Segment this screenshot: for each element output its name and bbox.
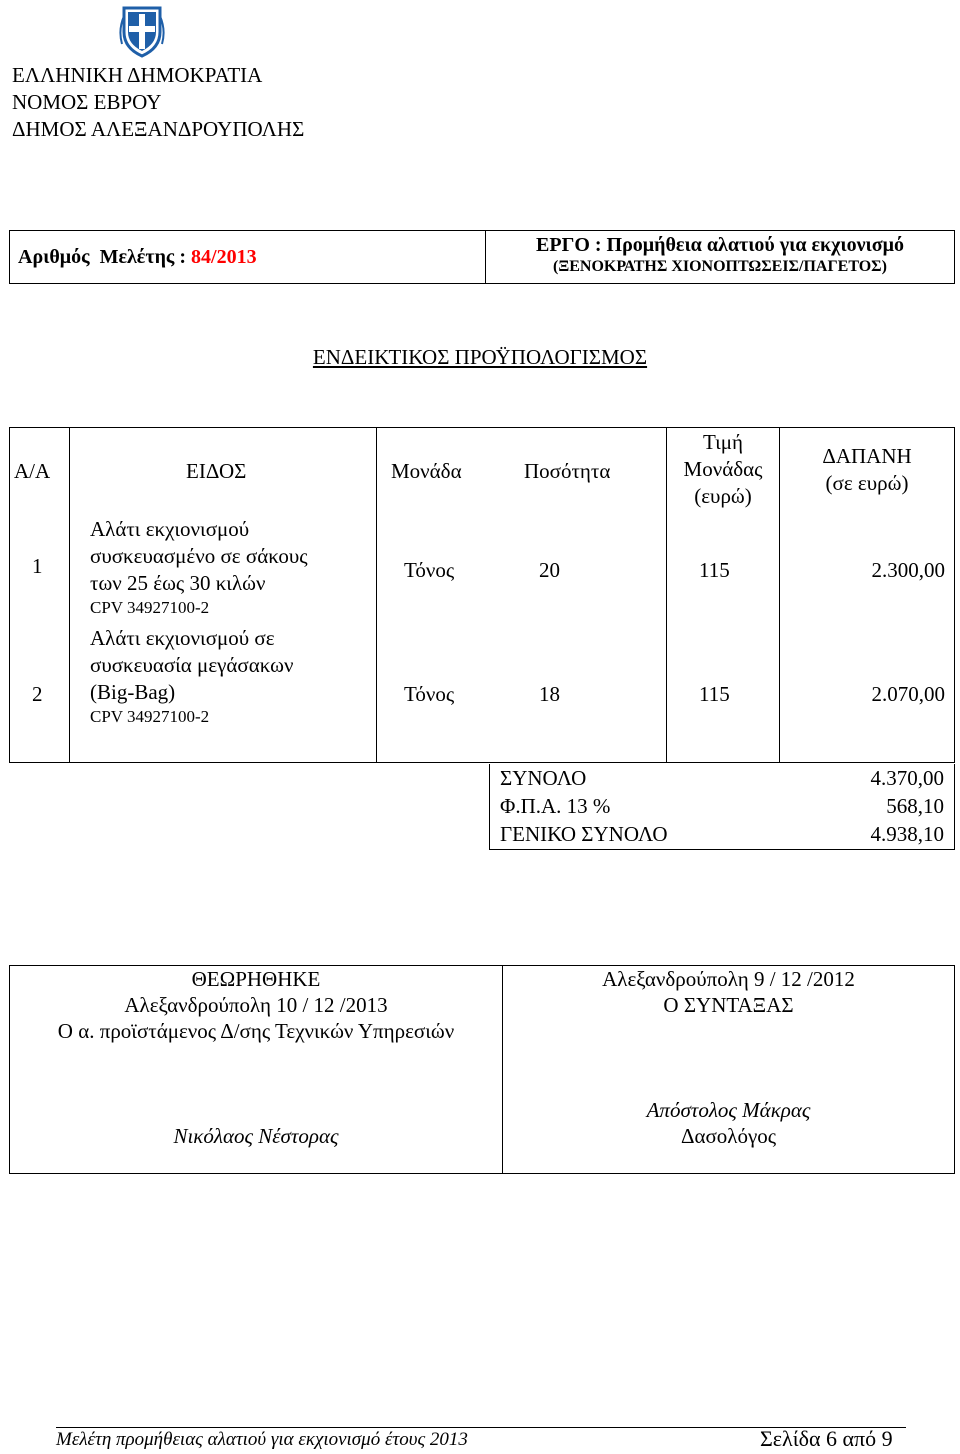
author-title: Δασολόγος: [680, 1124, 777, 1148]
signature-box: [9, 965, 955, 1174]
row-2-aa: 2: [32, 682, 43, 706]
row-2-description: Αλάτι εκχιονισμού σε συσκευασία μεγάσακων (Big-Bag) CPV 34927100-2: [90, 626, 294, 726]
author-date: Αλεξανδρούπολη 9 / 12 /2012: [602, 967, 855, 991]
row-2-unit: Τόνος: [404, 682, 455, 706]
total-value: 4.370,00: [870, 766, 944, 790]
header-municipality: ΔΗΜΟΣ ΑΛΕΞΑΝΔΡΟΥΠΟΛΗΣ: [12, 117, 305, 141]
study-number-label: Αριθμός Μελέτης :: [18, 245, 192, 268]
column-header-quantity: Ποσότητα: [524, 459, 611, 483]
greek-coat-of-arms-icon: [118, 4, 166, 58]
approval-signature: [10, 966, 503, 1173]
footer-document-name: Μελέτη προμήθειας αλατιού για εκχιονισμό έτους 2013: [56, 1429, 468, 1450]
study-number-cell: [10, 231, 486, 283]
author-heading: Ο ΣΥΝΤΑΞΑΣ: [663, 993, 794, 1017]
approver-name: Νικόλαος Νέστορας: [173, 1124, 339, 1148]
column-header-aa: Α/Α: [14, 459, 51, 483]
row-2-unit-price: 115: [699, 682, 730, 706]
grand-total-label: ΓΕΝΙΚΟ ΣΥΝΟΛΟ: [500, 822, 668, 846]
project-cell: [486, 231, 954, 283]
approval-role: Ο α. προϊστάμενος Δ/σης Τεχνικών Υπηρεσιών: [57, 1019, 455, 1043]
study-number: 84/2013: [191, 245, 257, 268]
totals-box: [489, 764, 955, 850]
column-header-item: ΕΙΔΟΣ: [186, 459, 247, 483]
row-1-unit: Τόνος: [404, 558, 455, 582]
vat-row: [500, 792, 944, 820]
table-divider: [69, 428, 70, 762]
column-header-price: Τιμή Μονάδας (ευρώ): [683, 430, 763, 508]
row-2-cpv: CPV 34927100-2: [90, 707, 210, 726]
total-row: [500, 764, 944, 792]
vat-value: 568,10: [886, 794, 944, 818]
page-title: ΕΝΔΕΙΚΤΙΚΟΣ ΠΡΟΫΠΟΛΟΓΙΣΜΟΣ: [312, 345, 648, 369]
row-1-unit-price: 115: [699, 558, 730, 582]
footer-page-number: Σελίδα 6 από 9: [760, 1426, 893, 1451]
author-signature: [503, 966, 954, 1173]
grand-total-value: 4.938,10: [870, 822, 944, 846]
header-country: ΕΛΛΗΝΙΚΗ ΔΗΜΟΚΡΑΤΙΑ: [12, 63, 263, 87]
project-subtitle: (ΞΕΝΟΚΡΑΤΗΣ ΧΙΟΝΟΠΤΩΣΕΙΣ/ΠΑΓΕΤΟΣ): [553, 258, 887, 275]
table-divider: [376, 428, 377, 762]
row-2-cost: 2.070,00: [871, 682, 945, 706]
study-info-box: [9, 230, 955, 284]
approval-date: Αλεξανδρούπολη 10 / 12 /2013: [124, 993, 388, 1017]
header-prefecture: ΝΟΜΟΣ ΕΒΡΟΥ: [12, 90, 162, 114]
row-1-aa: 1: [32, 554, 43, 578]
column-header-unit: Μονάδα: [391, 459, 462, 483]
column-header-cost: ΔΑΠΑΝΗ (σε ευρώ): [822, 444, 912, 495]
project-title: ΕΡΓΟ : Προμήθεια αλατιού για εκχιονισμό: [536, 234, 904, 256]
vat-label: Φ.Π.Α. 13 %: [500, 794, 611, 818]
grand-total-row: [500, 820, 944, 848]
row-1-quantity: 20: [539, 558, 560, 582]
approval-heading: ΘΕΩΡΗΘΗΚΕ: [191, 967, 321, 991]
row-1-description: Αλάτι εκχιονισμού συσκευασμένο σε σάκους των 25 έως 30 κιλών CPV 34927100-2: [90, 517, 308, 617]
row-1-cpv: CPV 34927100-2: [90, 598, 210, 617]
budget-table: [9, 427, 955, 763]
total-label: ΣΥΝΟΛΟ: [500, 766, 587, 790]
author-name: Απόστολος Μάκρας: [646, 1098, 811, 1122]
row-1-cost: 2.300,00: [871, 558, 945, 582]
row-2-quantity: 18: [539, 682, 560, 706]
